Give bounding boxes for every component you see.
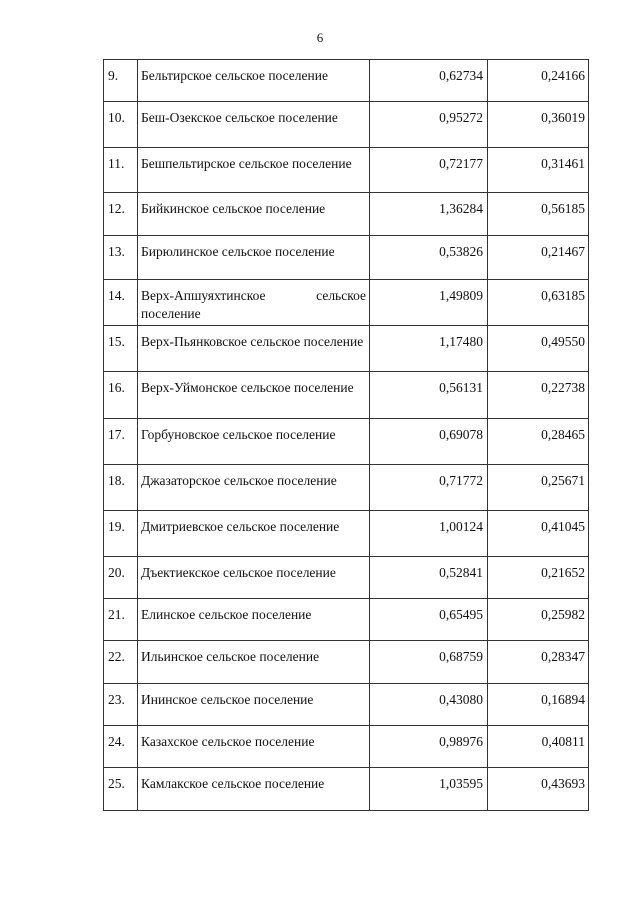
value-1: 0,62734 [370, 60, 488, 102]
table-row [104, 641, 589, 684]
table-row [104, 419, 589, 465]
row-number: 22. [104, 641, 138, 684]
table-row [104, 193, 589, 236]
row-number: 23. [104, 684, 138, 726]
row-number: 10. [104, 102, 138, 148]
settlement-name: Казахское сельское поселение [138, 726, 370, 768]
value-2: 0,21467 [488, 236, 589, 280]
value-2: 0,28465 [488, 419, 589, 465]
settlement-name: Ининское сельское поселение [138, 684, 370, 726]
value-2: 0,28347 [488, 641, 589, 684]
settlement-name: Камлакское сельское поселение [138, 768, 370, 811]
row-number: 15. [104, 326, 138, 372]
value-2: 0,43693 [488, 768, 589, 811]
row-number: 14. [104, 280, 138, 326]
row-number: 9. [104, 60, 138, 102]
settlement-name: Беш-Озекское сельское поселение [138, 102, 370, 148]
table-row [104, 511, 589, 557]
value-1: 0,43080 [370, 684, 488, 726]
settlement-name: Верх-Пьянковское сельское поселение [138, 326, 370, 372]
value-1: 1,03595 [370, 768, 488, 811]
value-1: 0,68759 [370, 641, 488, 684]
value-2: 0,25671 [488, 465, 589, 511]
value-1: 1,00124 [370, 511, 488, 557]
table-row [104, 326, 589, 372]
page-number: 6 [316, 30, 324, 45]
table-row [104, 372, 589, 419]
settlement-name: Джазаторское сельское поселение [138, 465, 370, 511]
settlement-name: Бирюлинское сельское поселение [138, 236, 370, 280]
row-number: 21. [104, 599, 138, 641]
table-row [104, 465, 589, 511]
table-row [104, 236, 589, 280]
value-1: 0,98976 [370, 726, 488, 768]
settlement-name: Елинское сельское поселение [138, 599, 370, 641]
value-1: 0,72177 [370, 148, 488, 193]
settlement-name: Бельтирское сельское поселение [138, 60, 370, 102]
value-2: 0,49550 [488, 326, 589, 372]
value-1: 1,17480 [370, 326, 488, 372]
value-1: 0,69078 [370, 419, 488, 465]
value-2: 0,22738 [488, 372, 589, 419]
row-number: 19. [104, 511, 138, 557]
value-1: 0,71772 [370, 465, 488, 511]
value-1: 0,53826 [370, 236, 488, 280]
settlement-name: Бийкинское сельское поселение [138, 193, 370, 236]
settlement-name: Горбуновское сельское поселение [138, 419, 370, 465]
value-1: 0,65495 [370, 599, 488, 641]
value-1: 0,95272 [370, 102, 488, 148]
value-2: 0,21652 [488, 557, 589, 599]
table-row [104, 102, 589, 148]
row-number: 12. [104, 193, 138, 236]
value-2: 0,41045 [488, 511, 589, 557]
settlement-name: Дмитриевское сельское поселение [138, 511, 370, 557]
settlement-name: Дъектиекское сельское поселение [138, 557, 370, 599]
settlement-name: Верх-Апшуяхтинское сельское поселение [138, 280, 370, 326]
row-number: 13. [104, 236, 138, 280]
row-number: 18. [104, 465, 138, 511]
table-row [104, 768, 589, 811]
table-row [104, 726, 589, 768]
table-row [104, 280, 589, 326]
row-number: 17. [104, 419, 138, 465]
value-2: 0,25982 [488, 599, 589, 641]
settlement-name: Бешпельтирское сельское поселение [138, 148, 370, 193]
settlements-table [103, 59, 589, 811]
value-2: 0,16894 [488, 684, 589, 726]
row-number: 11. [104, 148, 138, 193]
table-row [104, 148, 589, 193]
table-row [104, 557, 589, 599]
settlement-name: Верх-Уймонское сельское поселение [138, 372, 370, 419]
row-number: 20. [104, 557, 138, 599]
value-2: 0,36019 [488, 102, 589, 148]
row-number: 16. [104, 372, 138, 419]
value-1: 0,52841 [370, 557, 488, 599]
value-1: 1,36284 [370, 193, 488, 236]
value-2: 0,63185 [488, 280, 589, 326]
row-number: 25. [104, 768, 138, 811]
value-2: 0,31461 [488, 148, 589, 193]
value-1: 0,56131 [370, 372, 488, 419]
value-2: 0,24166 [488, 60, 589, 102]
table-row [104, 599, 589, 641]
value-2: 0,40811 [488, 726, 589, 768]
settlement-name: Ильинское сельское поселение [138, 641, 370, 684]
table-row [104, 684, 589, 726]
table-row [104, 60, 589, 102]
row-number: 24. [104, 726, 138, 768]
value-1: 1,49809 [370, 280, 488, 326]
value-2: 0,56185 [488, 193, 589, 236]
